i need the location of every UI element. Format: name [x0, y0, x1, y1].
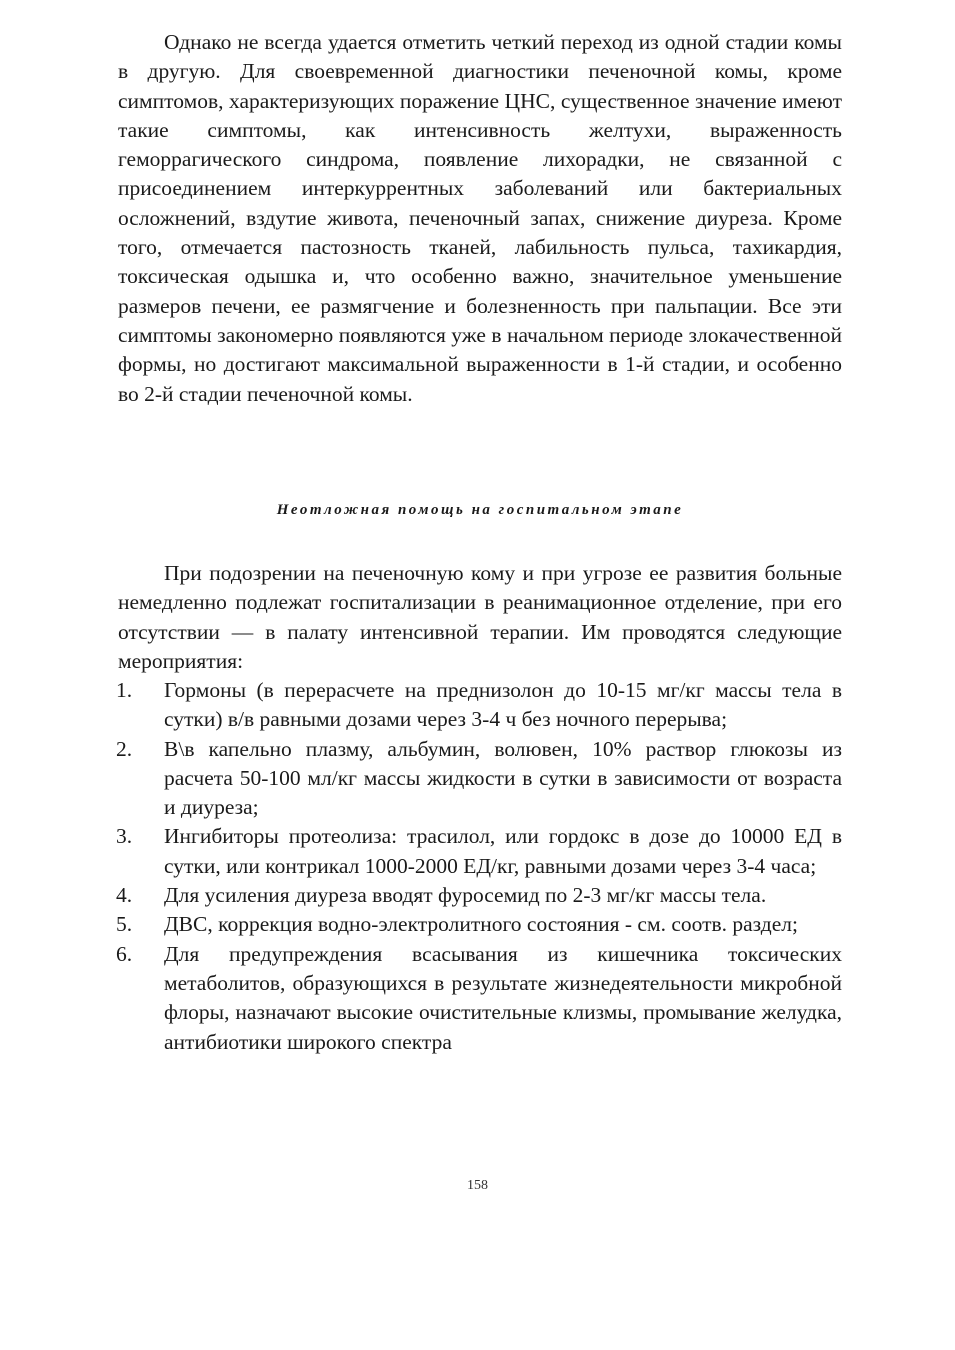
measures-list	[112, 676, 842, 1057]
list-item-number: 2.	[116, 736, 133, 761]
lead-text: При подозрении на печеночную кому и при угрозе ее развития больные немедленно подлежат госпитализации в реанимационное отделение, при его отсутствии — в палату интенсивной терапии. Им проводятся следующие мероприятия:	[118, 561, 842, 673]
intro-paragraph	[118, 28, 842, 409]
list-item-number: 6.	[116, 941, 133, 966]
list-item-number: 5.	[116, 912, 133, 937]
list-item-number: 1.	[116, 678, 133, 702]
list-item	[112, 910, 842, 939]
list-item-number: 4.	[116, 883, 133, 908]
list-item-text: ДВС, коррекция водно-электролитного состояния - см. соотв. раздел;	[164, 912, 798, 937]
list-item-text: Ингибиторы протеолиза: трасилол, или гордокс в дозе до 10000 ЕД в сутки, или контрикал 1000-2000 ЕД/кг, равными дозами через 3-4 часа;	[164, 824, 842, 878]
section-heading: Неотложная помощь на госпитальном этапе	[276, 502, 684, 518]
list-item	[112, 822, 842, 881]
list-item-number: 3.	[116, 824, 133, 849]
list-item	[112, 940, 842, 1057]
list-item	[112, 735, 842, 823]
page-number: 158	[467, 1178, 488, 1193]
list-item-text: Для усиления диуреза вводят фуросемид по 2-3 мг/кг массы тела.	[164, 883, 767, 908]
list-item	[112, 676, 842, 735]
lead-paragraph	[118, 559, 842, 676]
list-item-text: В\в капельно плазму, альбумин, волювен, 10% раствор глюкозы из расчета 50-100 мл/кг массы жидкости в сутки в зависимости от возраста и диуреза;	[164, 736, 842, 820]
list-item	[112, 881, 842, 910]
intro-text: Однако не всегда удается отметить четкий переход из одной стадии комы в другую. Для своевременной диагностики печеночной комы, кроме симптомов, характеризующих поражение ЦНС, существенное значение имеют такие симптомы, как интенсивность желтухи, выраженность геморрагического синдрома, появление лихорадки, не связанной с присоединением интеркуррентных заболеваний или бактериальных осложнений, вздутие живота, печеночный запах, снижение диуреза. Кроме того, отмечается пастозность тканей, лабильность пульса, тахикардия, токсическая одышка и, что особенно важно, значительное уменьшение размеров печени, ее размягчение и болезненность при пальпации. Все эти симптомы закономерно появляются уже в начальном периоде злокачественной формы, но достигают максимальной выраженности в 1-й стадии, и особенно во 2-й стадии печеночной комы.	[118, 30, 842, 406]
list-item-text: Для предупреждения всасывания из кишечника токсических метаболитов, образующихся в результате жизнедеятельности микробной флоры, назначают высокие очистительные клизмы, промывание желудка, антибиотики широкого спектра	[164, 941, 842, 1054]
list-item-text: Гормоны (в перерасчете на преднизолон до 10-15 мг/кг массы тела в сутки) в/в равными дозами через 3-4 ч без ночного перерыва;	[164, 678, 842, 732]
